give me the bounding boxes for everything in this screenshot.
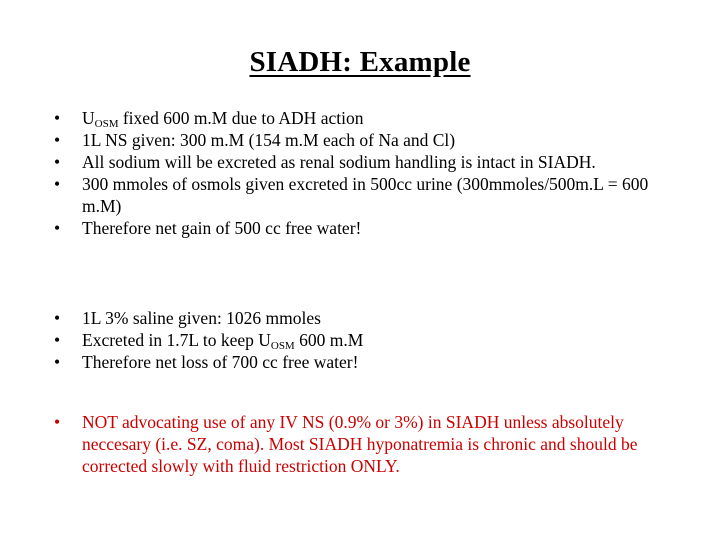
bullet-item: [54, 411, 654, 477]
bullet-item: [54, 151, 654, 173]
bullet-text: 300 mmoles of osmols given excreted in 500cc urine (300mmoles/500m.L = 600 m.M): [82, 174, 649, 216]
warning-text: NOT advocating use of any IV NS (0.9% or 3%) in SIADH unless absolutely neccesary (i.e. SZ, coma). Most SIADH hyponatremia is chronic and should be corrected slowly with fluid restriction ONLY.: [82, 412, 638, 476]
bullet-item: [54, 351, 654, 373]
bullet-icon: •: [54, 218, 61, 238]
bullet-text: [82, 108, 363, 128]
bullet-text: 1L 3% saline given: 1026 mmoles: [82, 308, 321, 328]
bullet-item: [54, 329, 654, 351]
bullet-icon: •: [54, 174, 61, 194]
bullet-item: [54, 173, 654, 217]
u-label: U: [82, 108, 95, 128]
bullet-list-2: [54, 307, 654, 373]
bullet-list-3-warning: [54, 411, 654, 477]
bullet-text: 1L NS given: 300 m.M (154 m.M each of Na and Cl): [82, 130, 456, 150]
osm-subscript: OSM: [94, 118, 119, 130]
bullet-text-rest: fixed 600 m.M due to ADH action: [118, 108, 364, 128]
slide-title: SIADH: Example: [249, 46, 471, 78]
bullet-list-1: [54, 107, 654, 239]
bullet-text-pre: Excreted in 1.7L to keep U: [82, 330, 271, 350]
bullet-item: [54, 307, 654, 329]
osm-subscript: OSM: [270, 340, 295, 352]
bullet-icon: •: [54, 352, 61, 372]
bullet-icon: •: [54, 330, 61, 350]
bullet-item: [54, 107, 654, 129]
bullet-icon: •: [54, 130, 61, 150]
bullet-text: All sodium will be excreted as renal sodium handling is intact in SIADH.: [82, 152, 596, 172]
bullet-text: [82, 330, 363, 350]
bullet-icon: •: [54, 412, 61, 432]
bullet-item: [54, 217, 654, 239]
bullet-item: [54, 129, 654, 151]
bullet-icon: •: [54, 308, 61, 328]
bullet-text-post: 600 m.M: [294, 330, 364, 350]
bullet-text: Therefore net gain of 500 cc free water!: [82, 218, 362, 238]
bullet-icon: •: [54, 152, 61, 172]
bullet-text: Therefore net loss of 700 cc free water!: [82, 352, 359, 372]
bullet-icon: •: [54, 108, 61, 128]
